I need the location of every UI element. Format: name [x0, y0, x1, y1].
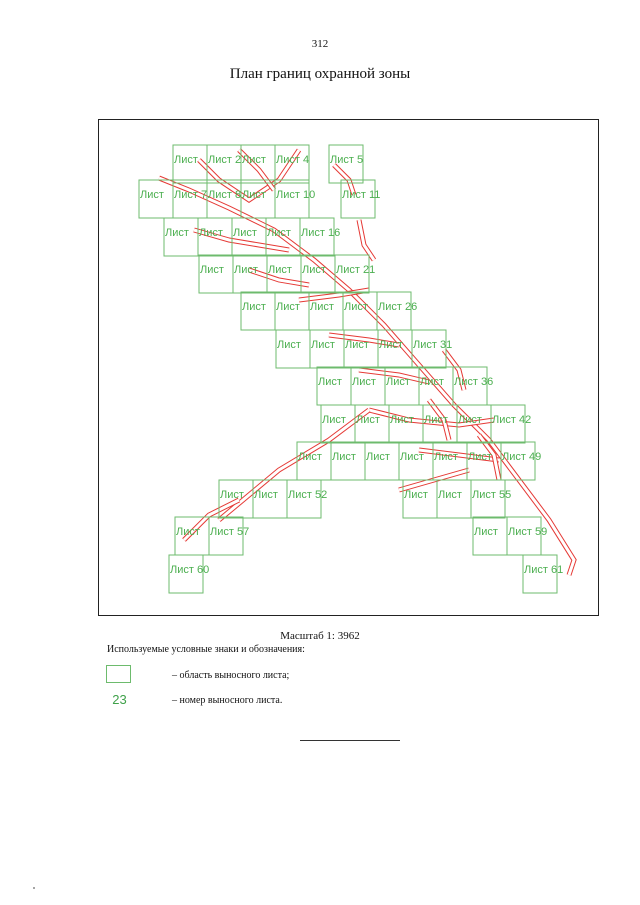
sheet-label: Лист	[404, 489, 428, 501]
sheet-label: Лист	[298, 451, 322, 463]
sheet-label: Лист	[474, 526, 498, 538]
sheet-label: Лист	[176, 526, 200, 538]
map-canvas	[99, 120, 598, 615]
legend-sheet-box-icon	[106, 665, 131, 683]
sheet-label: Лист	[438, 489, 462, 501]
sheet-label: Лист	[233, 227, 257, 239]
sheet-label: Лист 36	[454, 376, 494, 388]
sheet-label: Лист 59	[508, 526, 548, 538]
sheet-label: Лист	[199, 227, 223, 239]
sheet-label: Лист 55	[472, 489, 512, 501]
legend-item-sheet-area: – область выносного листа;	[172, 670, 290, 681]
legend-title: Используемые условные знаки и обозначения:	[107, 644, 305, 655]
sheet-label: Лист 16	[301, 227, 341, 239]
sheet-label: Лист	[242, 189, 266, 201]
sheet-label: Лист 42	[492, 414, 532, 426]
sheet-label: Лист	[242, 301, 266, 313]
sheet-label: Лист	[311, 339, 335, 351]
sheet-label: Лист	[310, 301, 334, 313]
sheet-label: Лист 10	[276, 189, 316, 201]
sheet-label: Лист 60	[170, 564, 210, 576]
sheet-label: Лист	[267, 227, 291, 239]
sheet-label: Лист	[468, 451, 492, 463]
sheet-label: Лист	[234, 264, 258, 276]
sheet-label: Лист	[424, 414, 448, 426]
sheet-label: Лист 11	[342, 189, 381, 201]
sheet-label: Лист	[332, 451, 356, 463]
sheet-label: Лист	[254, 489, 278, 501]
sheet-label: Лист	[220, 489, 244, 501]
sheet-label: Лист	[344, 301, 368, 313]
sheet-label: Лист	[400, 451, 424, 463]
scan-speck	[33, 887, 35, 889]
sheet-label: Лист	[174, 154, 198, 166]
sheet-label: Лист	[302, 264, 326, 276]
sheet-label: Лист 5	[330, 154, 364, 166]
sheet-label: Лист 2	[208, 154, 242, 166]
sheet-label: Лист	[140, 189, 164, 201]
sheet-label: Лист	[390, 414, 414, 426]
sheet-label: Лист	[322, 414, 346, 426]
sheet-label: Лист	[200, 264, 224, 276]
sheet-label: Лист 61	[524, 564, 564, 576]
legend-item-sheet-number: – номер выносного листа.	[172, 695, 283, 706]
sheet-label: Лист 21	[336, 264, 376, 276]
map-scale: Масштаб 1: 3962	[280, 630, 360, 642]
sheet-label: Лист	[165, 227, 189, 239]
sheet-label: Лист	[268, 264, 292, 276]
sheet-label: Лист 26	[378, 301, 418, 313]
sheet-label: Лист 49	[502, 451, 542, 463]
sheet-label: Лист	[345, 339, 369, 351]
sheet-label: Лист	[318, 376, 342, 388]
page-number: 312	[311, 38, 329, 50]
map-frame	[98, 119, 599, 616]
sheet-label: Лист	[458, 414, 482, 426]
sheet-label: Лист	[434, 451, 458, 463]
legend-sheet-number-sample: 23	[112, 692, 127, 707]
sheet-label: Лист 8	[208, 189, 242, 201]
sheet-label: Лист	[366, 451, 390, 463]
sheet-label-layer	[140, 154, 563, 576]
sheet-label: Лист	[356, 414, 380, 426]
sheet-label: Лист 52	[288, 489, 328, 501]
sheet-label: Лист 7	[174, 189, 208, 201]
sheet-label: Лист	[352, 376, 376, 388]
sheet-label: Лист	[386, 376, 410, 388]
sheet-label: Лист	[276, 301, 300, 313]
sheet-label: Лист	[242, 154, 266, 166]
page-title: План границ охранной зоны	[229, 66, 411, 82]
sheet-label: Лист	[277, 339, 301, 351]
sheet-label: Лист 4	[276, 154, 310, 166]
sheet-label: Лист	[420, 376, 444, 388]
sheet-label: Лист 31	[413, 339, 453, 351]
signature-line	[300, 740, 400, 741]
sheet-label: Лист 57	[210, 526, 250, 538]
protection-zone-layer	[159, 150, 574, 575]
sheet-label: Лист	[379, 339, 403, 351]
